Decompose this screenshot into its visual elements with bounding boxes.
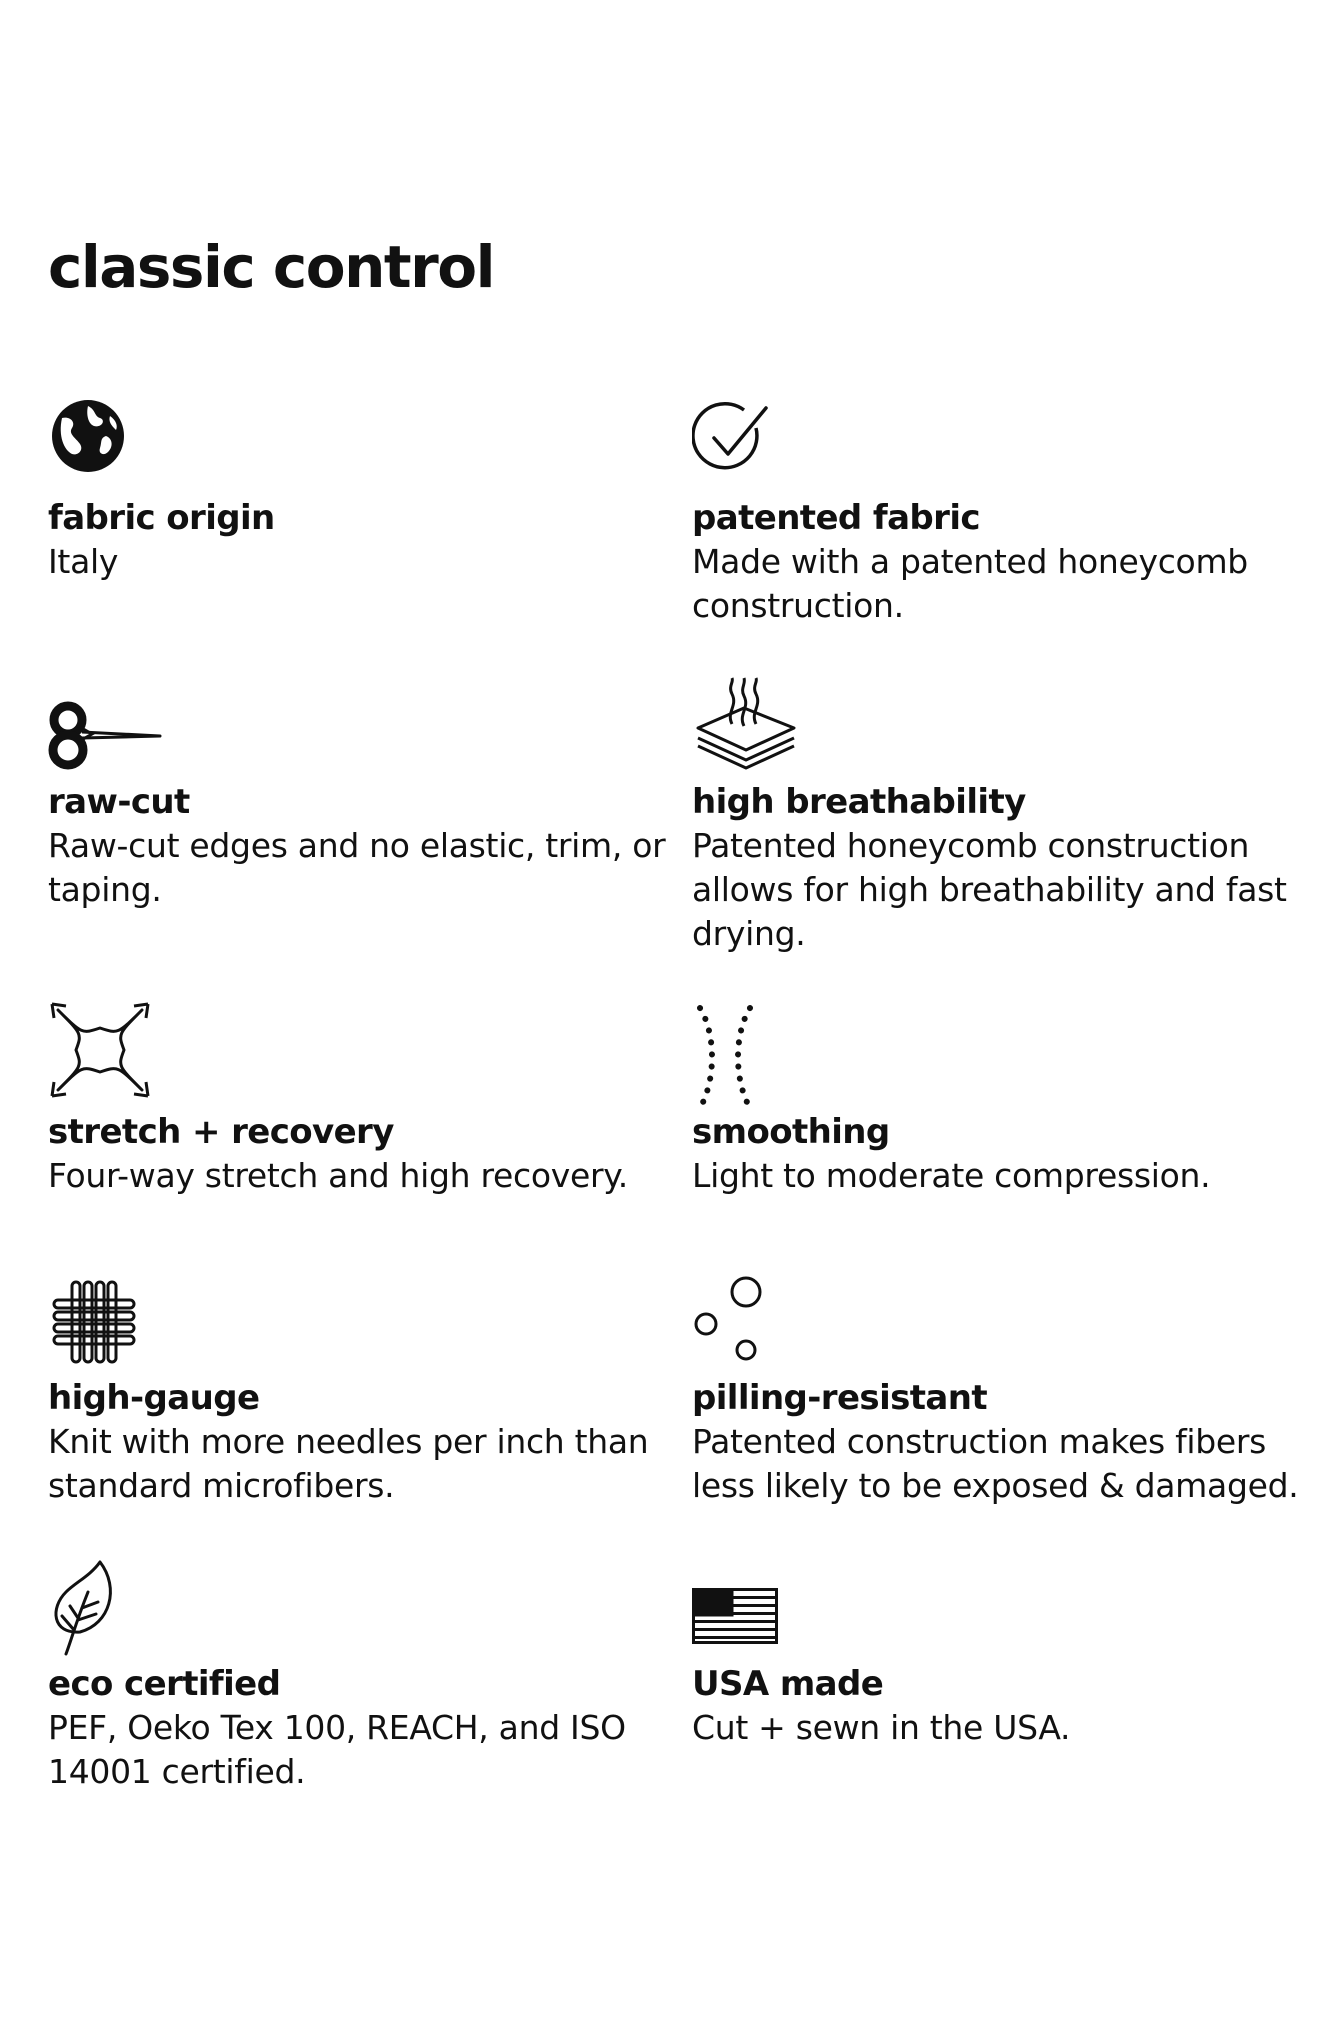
scissors-icon bbox=[48, 696, 168, 772]
feature-title: patented fabric bbox=[692, 498, 980, 538]
feature-title: pilling-resistant bbox=[692, 1378, 988, 1418]
bubbles-icon bbox=[692, 1274, 772, 1364]
smoothing-curves-icon bbox=[692, 1004, 762, 1114]
stretch-arrows-icon bbox=[48, 1000, 152, 1100]
knit-grid-icon bbox=[48, 1276, 140, 1368]
leaf-icon bbox=[48, 1558, 118, 1658]
feature-description: Made with a patented honeycomb construction. bbox=[692, 542, 1248, 625]
feature-description: Patented construction makes fibers less likely to be exposed & damaged. bbox=[692, 1422, 1299, 1505]
feature-title: smoothing bbox=[692, 1112, 890, 1152]
feature-title: high-gauge bbox=[48, 1378, 260, 1418]
feature-title: USA made bbox=[692, 1664, 884, 1704]
feature-description: Raw-cut edges and no elastic, trim, or taping. bbox=[48, 826, 666, 909]
feature-description: Cut + sewn in the USA. bbox=[692, 1708, 1071, 1747]
feature-title: eco certified bbox=[48, 1664, 281, 1704]
globe-icon bbox=[48, 396, 128, 476]
feature-description: Light to moderate compression. bbox=[692, 1156, 1211, 1195]
feature-description: PEF, Oeko Tex 100, REACH, and ISO 14001 certified. bbox=[48, 1708, 626, 1791]
feature-title: high breathability bbox=[692, 782, 1026, 822]
feature-description: Knit with more needles per inch than standard microfibers. bbox=[48, 1422, 649, 1505]
feature-description: Patented honeycomb construction allows for high breathability and fast drying. bbox=[692, 826, 1287, 953]
feature-description: Italy bbox=[48, 542, 119, 581]
breathable-layers-icon bbox=[692, 676, 802, 772]
us-flag-icon bbox=[692, 1588, 778, 1644]
feature-title: raw-cut bbox=[48, 782, 190, 822]
feature-title: stretch + recovery bbox=[48, 1112, 394, 1152]
feature-description: Four-way stretch and high recovery. bbox=[48, 1156, 628, 1195]
feature-title: fabric origin bbox=[48, 498, 275, 538]
check-circle-icon bbox=[692, 398, 772, 478]
page-title: classic control bbox=[48, 233, 494, 301]
